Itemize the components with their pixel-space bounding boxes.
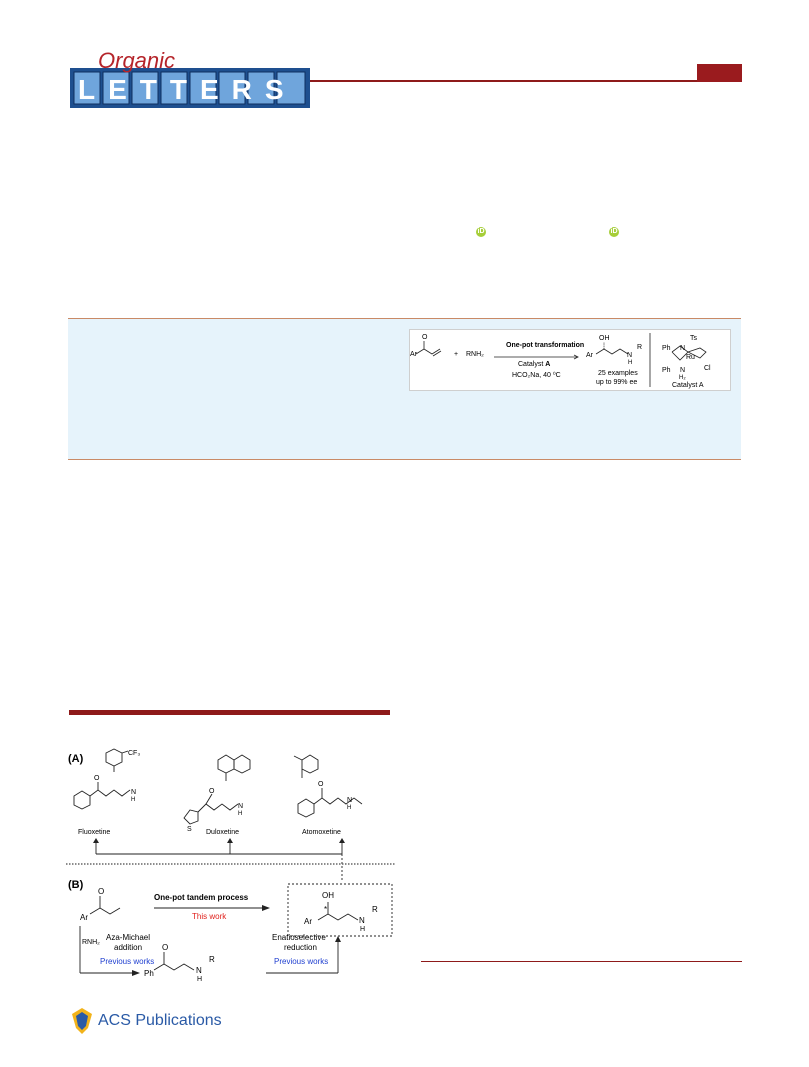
atomoxetine-n: N <box>347 797 353 804</box>
toc-product-ar: Ar <box>586 352 593 359</box>
toc-cat-ph2: Ph <box>662 367 671 374</box>
header-tab <box>697 64 742 82</box>
toc-cat-ru: Ru <box>686 354 695 361</box>
figure-scheme <box>66 748 396 993</box>
product-r: R <box>372 905 378 914</box>
reduction-line-1: Enatioselective <box>272 933 326 942</box>
intermediate-r: R <box>209 955 215 964</box>
rnh2-label: RNH₂ <box>82 939 100 946</box>
logo-organic: Organic <box>98 48 176 73</box>
intermediate-n: N <box>196 966 202 975</box>
fluoxetine-n: N <box>131 789 137 796</box>
toc-cat-ph1: Ph <box>662 345 671 352</box>
duloxetine-n: N <box>238 803 244 810</box>
previous-works-2: Previous works <box>274 957 329 966</box>
publisher-name[interactable]: ACS Publications <box>98 1012 222 1029</box>
reduction-line-2: reduction <box>284 943 317 952</box>
atomoxetine-h: H <box>347 805 352 811</box>
toc-step-title: One-pot transformation <box>506 342 585 349</box>
toc-cat-n2: N <box>680 367 686 374</box>
footnote-rule <box>421 961 742 962</box>
journal-logo <box>70 48 310 110</box>
header-rule <box>310 80 742 82</box>
previous-works-1: Previous works <box>100 957 155 966</box>
toc-oh: OH <box>599 335 610 342</box>
toc-plus: + <box>454 351 459 358</box>
intermediate-h: H <box>197 976 203 983</box>
scheme-o: O <box>98 887 105 896</box>
toc-graphic <box>409 329 731 391</box>
orcid-icon[interactable]: iD <box>477 228 485 235</box>
logo-letters: LETTERS <box>78 74 297 105</box>
cf3-label: CF₃ <box>128 750 141 757</box>
toc-cat-n1: N <box>680 345 686 352</box>
duloxetine-o: O <box>209 788 215 795</box>
toc-cat-h2: H₂ <box>679 375 686 381</box>
orcid-icon[interactable]: iD <box>610 228 618 235</box>
aza-line-1: Aza-Michael <box>106 933 151 942</box>
drug-fluoxetine: Fluoxetine <box>78 829 111 836</box>
tandem-title: One-pot tandem process <box>154 893 249 902</box>
product-n: N <box>359 916 365 925</box>
toc-amine: RNH₂ <box>466 351 484 358</box>
scheme-ar: Ar <box>80 913 88 922</box>
figure-rule <box>69 710 390 715</box>
toc-product-h: H <box>628 360 633 366</box>
fluoxetine-o: O <box>94 775 100 782</box>
toc-ee: up to 99% ee <box>596 379 638 386</box>
drug-atomoxetine: Atomoxetine <box>302 829 341 836</box>
fluoxetine-h: H <box>131 797 136 803</box>
toc-examples: 25 examples <box>598 370 638 377</box>
panel-b-label: (B) <box>68 879 84 891</box>
product-oh: OH <box>322 891 334 900</box>
toc-o: O <box>422 334 428 341</box>
toc-cat-caption: Catalyst A <box>672 382 704 389</box>
toc-product-r: R <box>637 344 643 351</box>
this-work-label: This work <box>192 912 227 921</box>
product-star: * <box>324 905 328 914</box>
product-h: H <box>360 926 366 933</box>
intermediate-o: O <box>162 943 169 952</box>
duloxetine-s: S <box>187 826 192 833</box>
toc-cat-ts: Ts <box>690 335 697 342</box>
toc-conditions: HCO₂Na, 40 ⁰C <box>512 372 561 379</box>
toc-ar: Ar <box>410 351 417 358</box>
toc-cat-cl: Cl <box>704 365 711 372</box>
duloxetine-h: H <box>238 811 243 817</box>
toc-catalyst-label: Catalyst A <box>518 361 551 368</box>
panel-a-label: (A) <box>68 753 84 765</box>
drug-duloxetine: Duloxetine <box>206 829 240 836</box>
toc-product-n: N <box>627 352 633 359</box>
product-ar: Ar <box>304 917 312 926</box>
intermediate-ph: Ph <box>144 969 154 978</box>
atomoxetine-o: O <box>318 781 324 788</box>
aza-line-2: addition <box>114 943 143 952</box>
